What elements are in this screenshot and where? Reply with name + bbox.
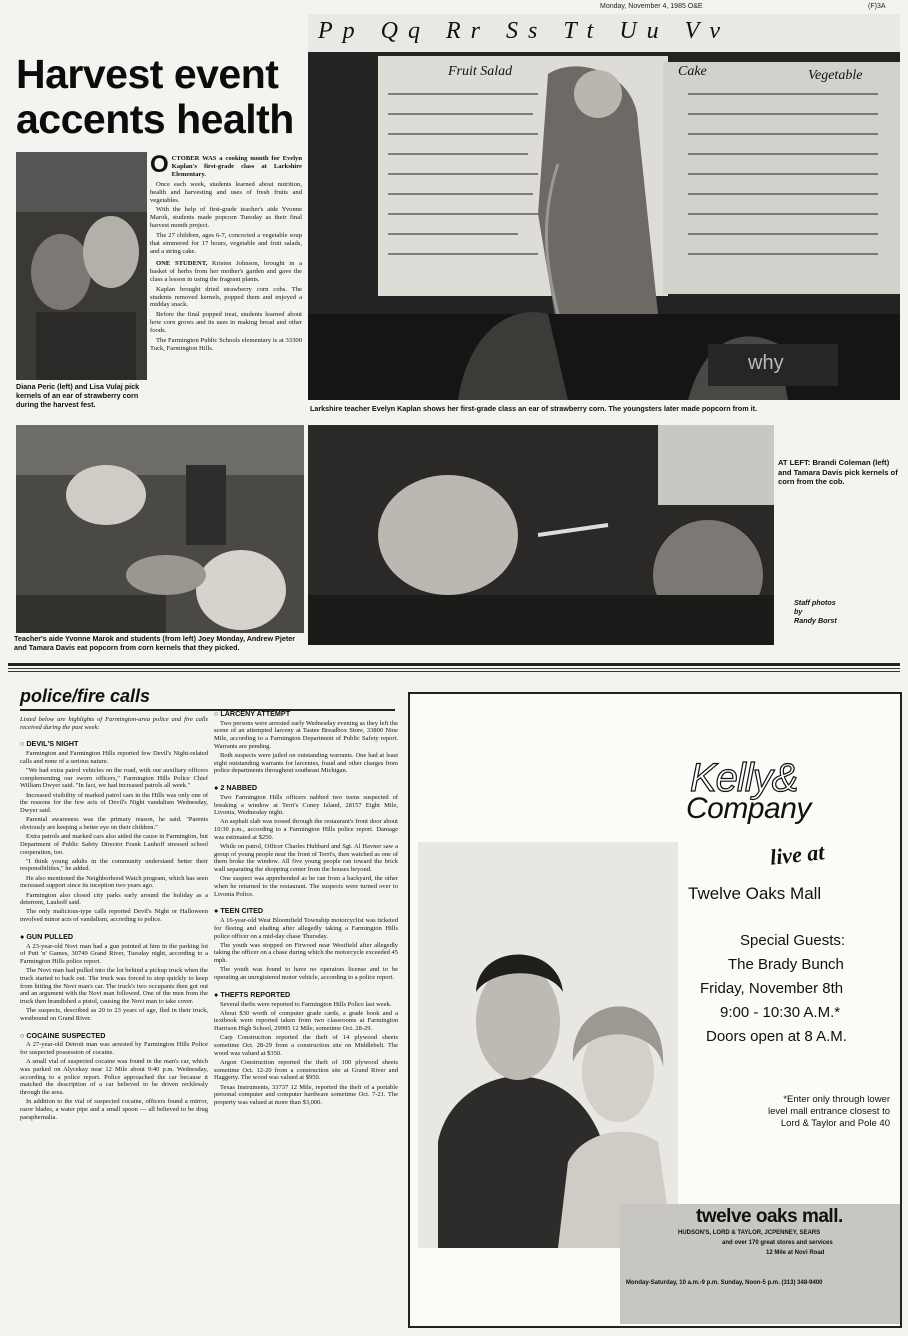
police-paragraph: Extra patrols and marked cars also aided the cause in Farmington, but Department of Public Safety Director Frank Lauhoff stressed school cooperation, too. [20, 833, 208, 856]
police-paragraph: One suspect was apprehended as he ran from a backyard, the other when he returned to the restaurant. The suspects were turned over to Livonia Police. [214, 875, 398, 898]
ad-note-line: level mall entrance closest to [768, 1106, 890, 1117]
hosts-portrait-photo [418, 842, 678, 1248]
police-paragraph: The Novi man had pulled into the lot behind a pickup truck when the truck started to back out. The truck was forced to stop quickly to keep from hitting the Novi man's car. The truck's two occupants then got out and an argument with the Novi man followed. One of the men from the truck then brandished a pistol, causing the Novi man to take cover. [20, 967, 208, 1005]
police-paragraph: "We had extra patrol vehicles on the road, with our auxiliary officers complementing our sworn officers," Farmington Hills Police Chief William Dwyer said. "In fact, we had increased patrols all week." [20, 767, 208, 790]
police-column-1 [20, 716, 208, 1123]
ad-footer-brand: twelve oaks mall. [696, 1206, 843, 1227]
headline-line-1: Harvest event [16, 51, 279, 97]
police-paragraph: An asphalt slab was tossed through the restaurant's front door about 10:30 p.m., according to a Farmington Hills police report. Damage was estimated at $250. [214, 818, 398, 841]
ad-doors-open: Doors open at 8 A.M. [706, 1028, 847, 1045]
story-paragraph: Kaplan brought dried strawberry corn cobs. The students removed kernels, popped them and enjoyed a midday snack. [150, 285, 302, 309]
story-paragraph: The Farmington Public Schools elementary is at 33300 Tuck, Farmington Hills. [150, 337, 302, 352]
ad-footer-stores: and over 170 great stores and services [722, 1240, 833, 1246]
ad-brady-bunch: The Brady Bunch [728, 956, 844, 973]
police-heading: ● TEEN CITED [214, 906, 264, 916]
staff-credit-line: by [794, 607, 803, 616]
ad-logo-company: Company [686, 792, 811, 825]
caption-bottom-left: Teacher's aide Yvonne Marok and students (from left) Joey Monday, Andrew Pjeter and Tamara Davis eat popcorn from corn kernels that they picked. [14, 634, 296, 652]
police-paragraph: Farmington and Farmington Hills reported few Devil's Night-related calls and none of a serious nature. [20, 750, 208, 765]
headline-line-2: accents health [16, 96, 294, 142]
police-column-2 [214, 710, 398, 1108]
story-paragraph: The 27 children, ages 6-7, concocted a vegetable soup that simmered for 17 hours, vegetable and fruit salads, and a string cake. [150, 232, 302, 255]
blackboard-word: why [748, 352, 784, 374]
ad-footer-anchors: HUDSON'S, LORD & TAYLOR, JCPENNEY, SEARS [678, 1230, 821, 1236]
police-paragraph: The suspects, described as 20 to 23 years of age, fled in their truck, westbound on Grand River. [20, 1007, 208, 1022]
page-header [0, 0, 908, 14]
ad-footer-location: 12 Mile at Novi Road [766, 1250, 825, 1256]
story-paragraph: Once each week, students learned about nutrition, health and harvesting and uses of fresh fruits and vegetables. [150, 180, 302, 204]
police-paragraph: He also mentioned the Neighborhood Watch program, which has seen increased support since its inception two years ago. [20, 874, 208, 890]
police-paragraph: Farmington also closed city parks early around the holiday as a deterrent, Lauhoff said. [20, 891, 208, 907]
ad-special-guests: Special Guests: [740, 932, 846, 949]
main-classroom-photo [308, 14, 900, 400]
police-paragraph: A 23-year-old Novi man had a gun pointed at him in the parking lot of Putt 'n' Games, 30749 Grand River, Tuesday night, according to a Farmington Hills police report. [20, 942, 208, 965]
police-paragraph: Two persons were arrested early Wednesday evening as they left the scene of an attempted larceny at Tastee Breadbox Store, 33800 Nine Mile, according to a Farmington Department of Public Safety report. Warrants are pending. [214, 719, 398, 750]
police-paragraph: A 27-year-old Detroit man was arrested by Farmington Hills Police for suspected possession of cocaine. [20, 1041, 208, 1057]
ad-entry-note [730, 1094, 890, 1130]
police-paragraph: Increased visibility of marked patrol cars in the Hills was only one of the reasons for the few acts of Devil's Night vandalism Wednesday, Dwyer said. [20, 791, 208, 815]
section-divider-thin [8, 668, 900, 669]
kids-picking-corn-photo [308, 425, 774, 645]
police-paragraph: Texas Instruments, 33737 12 Mile, reported the theft of a portable personal computer and computer hardware sometime Oct. 7-21. The property was valued at more than $3,000. [214, 1083, 398, 1106]
police-heading: ● GUN PULLED [20, 931, 74, 941]
section-divider [8, 663, 900, 666]
police-paragraph: The youth was stopped on Firwood near Westfield after allegedly taking the officer on a chase during which the motorcycle exceeded 45 mph. [214, 941, 398, 965]
section-divider-thin [8, 671, 900, 672]
ad-logo-kelly: Kelly& [690, 756, 798, 800]
police-paragraph: "I think young adults in the community understand better their responsibilities," he added. [20, 857, 208, 873]
police-paragraph: In addition to the vial of suspected cocaine, officers found a mirror, razor blades, a water pipe and a small spoon — all believed to be drug paraphernalia. [20, 1098, 208, 1121]
story-paragraph: With the help of first-grade teacher's aide Yvonne Marok, students made popcorn Tuesday as their final harvest month project. [150, 206, 302, 230]
blackboard-alphabet: Pp Qq Rr Ss Tt Uu Vv [318, 18, 730, 44]
header-date: Monday, November 4, 1985 O&E [600, 3, 703, 10]
girls-picking-kernels-photo [16, 152, 147, 380]
feature-story [150, 151, 303, 355]
police-paragraph: Several thefts were reported to Farmington Hills Police last week. [220, 1000, 392, 1008]
staff-credit-line: Randy Borst [794, 616, 837, 625]
police-paragraph: A 16-year-old West Bloomfield Township motorcyclist was ticketed for fleeing and eluding after allegedly taking a Farmington Hills police officer on a mid-day chase Thursday. [214, 917, 398, 940]
ad-live-at: live at [768, 839, 826, 870]
ad-event-date: Friday, November 8th [700, 980, 844, 997]
story-paragraph: Kristen Johnson, brought in a basket of herbs from her mother's garden and gave the class a lesson in using the fragrant plants. [150, 259, 303, 283]
police-section-title: police/fire calls [20, 686, 151, 706]
popcorn-eating-photo [16, 425, 304, 633]
story-caps-lead: ONE STUDENT, [156, 259, 208, 267]
kelly-company-ad [408, 692, 902, 1328]
chart-title-fruit-salad: Fruit Salad [448, 64, 513, 79]
police-heading: ○ COCAINE SUSPECTED [20, 1030, 106, 1040]
police-heading: ● THEFTS REPORTED [214, 989, 291, 999]
police-paragraph: The only malicious-type calls reported Devil's Night or Halloween involved minor acts of vandalism, according to police. [20, 908, 208, 924]
feature-headline [16, 52, 296, 142]
chart-title-vegetable: Vegetable [808, 68, 863, 83]
story-paragraph: Before the final popped treat, students learned about how corn grows and its uses in making bread and other foods. [150, 311, 302, 335]
header-page-number: (F)3A [868, 3, 886, 10]
police-paragraph: Two Farmington Hills officers nabbed two teens suspected of breaking a window at Terri's Coney Island, 28157 Eight Mile, Livonia, Wednesday night. [214, 793, 398, 817]
ad-note-line: *Enter only through lower [783, 1094, 890, 1105]
police-paragraph: Both suspects were jailed on outstanding warrants. One had at least eight outstanding warrants for larcenies, fraud and other charges from police departments throughout southeast Michigan. [214, 752, 398, 775]
staff-photo-credit [794, 598, 894, 625]
police-paragraph: Argon Construction reported the theft of 100 plywood sheets sometime Oct. 12-20 from a construction site at Grand River and Haggerty. The wood was valued at $950. [214, 1058, 398, 1082]
ad-footer-hours: Monday-Saturday, 10 a.m.-9 p.m. Sunday, Noon-5 p.m. (313) 348-9400 [626, 1280, 823, 1286]
caption-left-top: Diana Peric (left) and Lisa Vulaj pick kernels of an ear of strawberry corn during the harvest fest. [16, 382, 140, 409]
ad-note-line: Lord & Taylor and Pole 40 [780, 1118, 890, 1129]
ad-event-time: 9:00 - 10:30 A.M.* [720, 1004, 841, 1021]
story-lead: CTOBER WAS a cooking month for Evelyn Kaplan's first-grade class at Larkshire Elementary. [171, 155, 302, 178]
police-heading: ● 2 NABBED [214, 783, 258, 793]
police-heading: ○ LARCENY ATTEMPT [214, 709, 291, 718]
police-paragraph: A small vial of suspected cocaine was found in the man's car, which was parked on Alycekay near 12 Mile about 9:40 p.m. Wednesday, according to a police report. Police approached the car because it matched the description of a car believed to be driven recklessly through the area. [20, 1058, 208, 1097]
police-paragraph: About $30 worth of computer grade cards, a grade book and a textbook were reported taken from two classrooms at Farmington Harrison High School, 29995 12 Mile, sometime Oct. 28-29. [214, 1009, 398, 1033]
police-intro: Listed below are highlights of Farmington-area police and fire calls received during the past week: [20, 716, 208, 731]
police-paragraph: While on patrol, Officer Charles Hubbard and Sgt. Al Havner saw a group of young people near the front of Terri's, then watched as one of them broke the window. All five young people ran toward the brick wall separating the shopping center from the houses beyond. [214, 843, 398, 874]
chart-title-cake: Cake [678, 64, 707, 79]
ad-mall-name: Twelve Oaks Mall [688, 884, 822, 903]
story-dropcap: O [150, 151, 169, 178]
caption-at-left: AT LEFT: Brandi Coleman (left) and Tamara Davis pick kernels of corn from the cob. [778, 458, 898, 487]
staff-credit-line: Staff photos [794, 598, 836, 607]
caption-main: Larkshire teacher Evelyn Kaplan shows her first-grade class an ear of strawberry corn. The youngsters later made popcorn from it. [310, 404, 757, 413]
police-paragraph: Parental awareness was the primary reason, he said. "Parents obviously are keeping a better eye on their children." [20, 816, 208, 831]
police-paragraph: Carp Construction reported the theft of 14 plywood sheets sometime Oct. 28-29 from a construction site on Middlebelt. The wood was valued at $350. [214, 1034, 398, 1057]
police-heading: ○ DEVIL'S NIGHT [20, 739, 79, 749]
police-paragraph: The youth was found to have no operators license and to be operating an unregistered motor vehicle, according to a police report. [214, 966, 398, 982]
